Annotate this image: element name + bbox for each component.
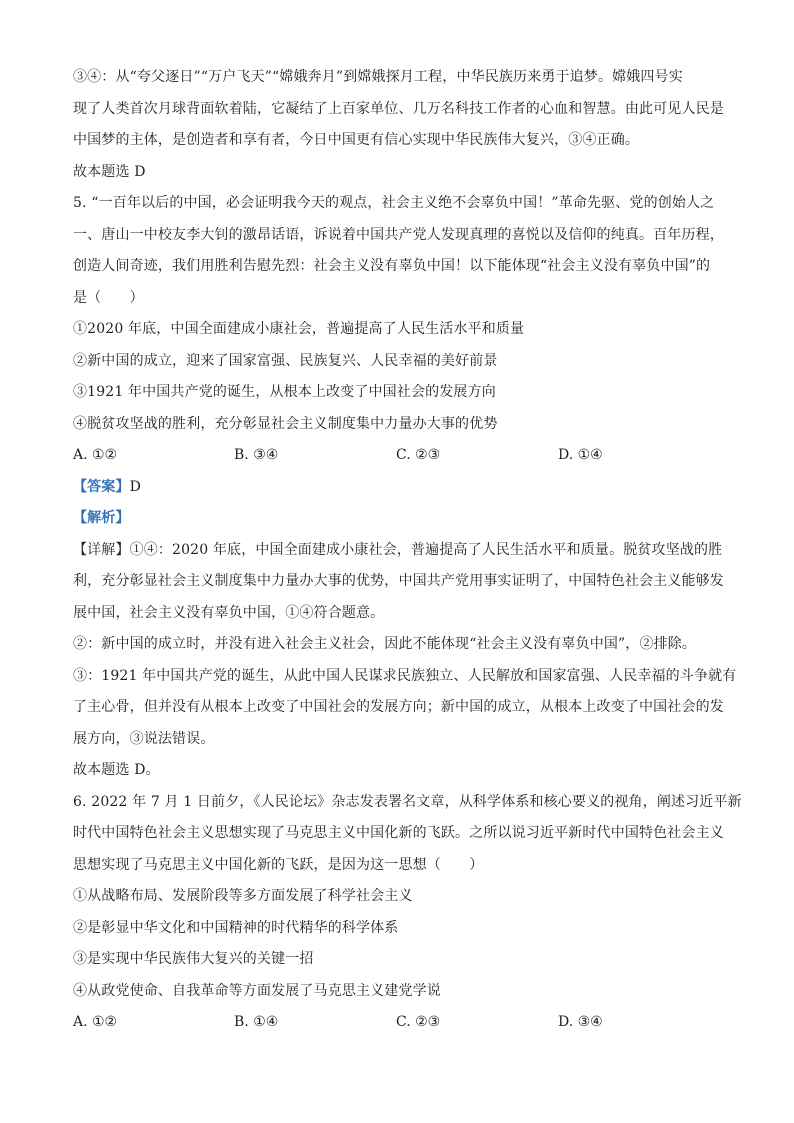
answer-line — [73, 472, 723, 504]
text-line: ③④：从“夸父逐日”“万户飞天”“嫦娥奔月”到嫦娥探月工程，中华民族历来勇于追梦。嫦娥四号实 — [73, 69, 683, 85]
detail-line: 了主心骨，但并没有从根本上改变了中国社会的发展方向；新中国的成立，从根本上改变了中国社会的发 — [73, 699, 724, 715]
choice-b: B. ①④ — [234, 1014, 279, 1030]
statement-option: ②是彰显中华文化和中国精神的时代精华的科学体系 — [73, 919, 399, 936]
answer-tag: 【答案】 — [73, 478, 130, 495]
document-page — [73, 62, 742, 1039]
statement-option: ②新中国的成立，迎来了国家富强、民族复兴、人民幸福的美好前景 — [73, 352, 498, 369]
previous-answer-explanation — [73, 62, 723, 188]
answer-value: D — [129, 478, 141, 495]
choice-d: D. ③④ — [558, 1014, 603, 1030]
answer-choices — [73, 1007, 723, 1039]
detail-line — [73, 535, 723, 567]
statement-option: ③是实现中华民族伟大复兴的关键一招 — [73, 951, 314, 967]
statement-option: ③1921 年中国共产党的诞生，从根本上改变了中国社会的发展方向 — [73, 384, 496, 400]
choice-b: B. ③④ — [234, 447, 279, 463]
choice-c: C. ②③ — [396, 1014, 441, 1030]
choice-a: A. ①② — [73, 1014, 118, 1030]
question-stem-line: 一、唐山一中校友李大钊的激昂话语，诉说着中国共产党人发现真理的喜悦以及信仰的纯真。百年历程， — [73, 226, 724, 243]
statement-option: ①从战略布局、发展阶段等多方面发展了科学社会主义 — [73, 888, 413, 904]
analysis-tag: 【解析】 — [73, 510, 130, 526]
question-stem-line: 是（ ） — [73, 289, 144, 306]
text-line: 现了人类首次月球背面软着陆，它凝结了上百家单位、几万名科技工作者的心血和智慧。由此可见人民是 — [73, 100, 724, 117]
detail-line: 利，充分彰显社会主义制度集中力量办大事的优势，中国共产党用事实证明了，中国特色社会主义能够发 — [73, 573, 724, 589]
question-stem-line: 时代中国特色社会主义思想实现了马克思主义中国化新的飞跃。之所以说习近平新时代中国特色社会主义 — [73, 825, 724, 841]
detail-line: 展中国，社会主义没有辜负中国，①④符合题意。 — [73, 604, 385, 621]
answer-choices — [73, 440, 723, 472]
question-5 — [73, 188, 737, 787]
detail-line: ③：1921 年中国共产党的诞生，从此中国人民谋求民族独立、人民解放和国家富强、人民幸福的斗争就有 — [73, 667, 737, 684]
choice-d: D. ①④ — [558, 447, 603, 463]
text-line: 中国梦的主体，是创造者和享有者，今日中国更有信心实现中华民族伟大复兴，③④正确。 — [73, 132, 639, 148]
detail-tag: 【详解】 — [73, 541, 130, 558]
question-stem-line: 6. 2022 年 7 月 1 日前夕，《人民论坛》杂志发表署名文章，从科学体系和核心要义的视角，阐述习近平新 — [73, 793, 742, 810]
detail-line: ②：新中国的成立时，并没有进入社会主义社会，因此不能体现“社会主义没有辜负中国”，②排除。 — [73, 636, 697, 652]
choice-a: A. ①② — [73, 447, 118, 463]
detail-text: ①④：2020 年底，中国全面建成小康社会，普遍提高了人民生活水平和质量。脱贫攻坚战的胜 — [129, 541, 723, 558]
statement-option: ①2020 年底，中国全面建成小康社会，普遍提高了人民生活水平和质量 — [73, 321, 525, 337]
detail-line: 展方向，③说法错误。 — [73, 730, 215, 747]
question-stem-line: 创造人间奇迹，我们用胜利告慰先烈：社会主义没有辜负中国！以下能体现“社会主义没有辜负中国”的 — [73, 258, 711, 274]
conclusion-line: 故本题选 D — [73, 163, 146, 180]
conclusion-line: 故本题选 D。 — [73, 762, 160, 778]
statement-option: ④从政党使命、自我革命等方面发展了马克思主义建党学说 — [73, 982, 441, 999]
question-stem-line: 5. “一百年以后的中国，必会证明我今天的观点，社会主义绝不会辜负中国！”革命先驱、党的创始人之 — [73, 195, 715, 211]
analysis-line — [73, 503, 723, 535]
statement-option: ④脱贫攻坚战的胜利，充分彰显社会主义制度集中力量办大事的优势 — [73, 415, 498, 432]
question-6 — [73, 787, 742, 1039]
question-stem-line: 思想实现了马克思主义中国化新的飞跃，是因为这一思想（ ） — [73, 856, 484, 873]
choice-c: C. ②③ — [396, 447, 441, 463]
